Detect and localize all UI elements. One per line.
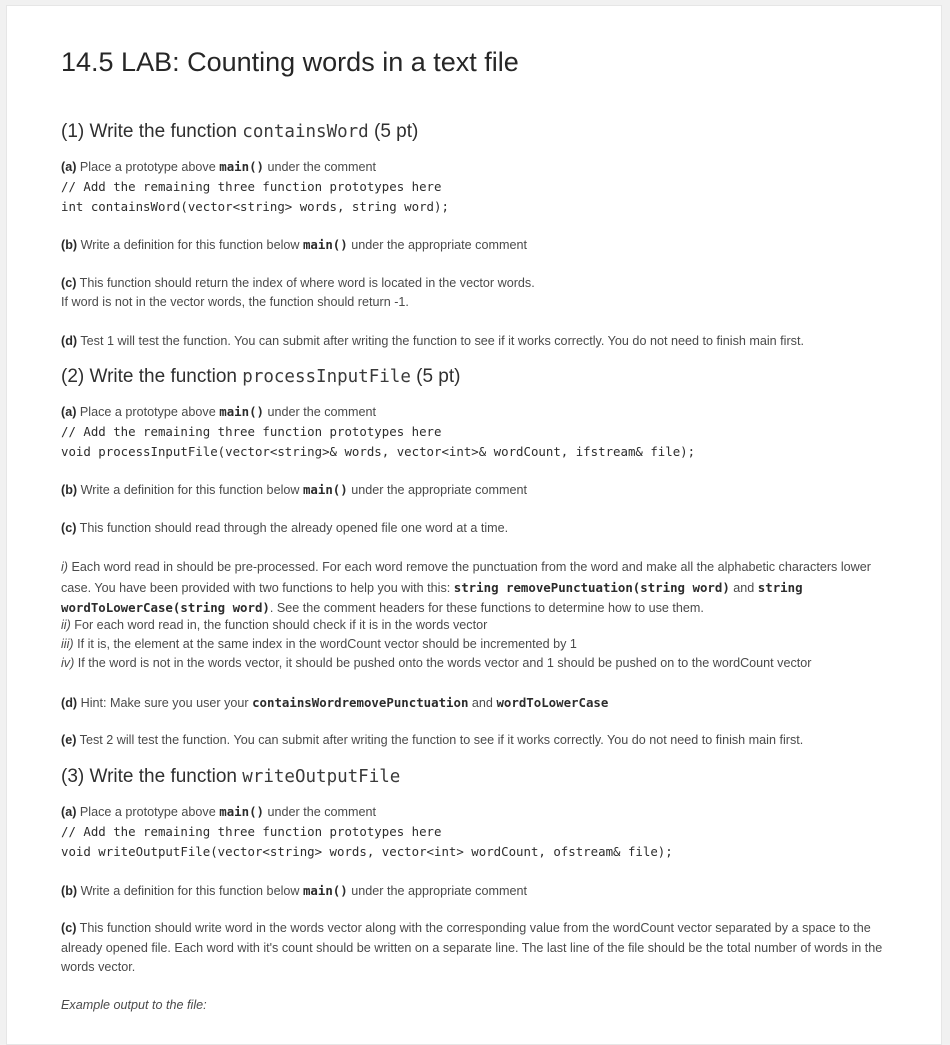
s3-a-code-prototype: void writeOutputFile(vector<string> words, vector<int> wordCount, ofstream& file); (61, 844, 673, 859)
s1-c-text2: If word is not in the vector words, the function should return -1. (61, 295, 409, 309)
s3-b-text: (b) Write a definition for this function below main() under the appropriate comment (61, 883, 527, 898)
s1-a-code-comment: // Add the remaining three function prototypes here (61, 179, 442, 194)
lab-page (6, 5, 942, 1045)
s2-step-iii: iii) If it is, the element at the same index in the wordCount vector should be incremented by 1 (61, 637, 577, 651)
s2-step-ii: ii) For each word read in, the function should check if it is in the words vector (61, 618, 488, 632)
s2-b-text: (b) Write a definition for this function below main() under the appropriate comment (61, 482, 527, 497)
s3-a-code-comment: // Add the remaining three function prototypes here (61, 824, 442, 839)
s3-a-text: (a) Place a prototype above main() under the comment (61, 804, 377, 819)
s2-a-text: (a) Place a prototype above main() under the comment (61, 404, 377, 419)
s3-c-text: (c) This function should write word in the words vector along with the corresponding value from the wordCount vector separated by a space to the already opened file. Each word with it's count should be written on a separate line. The last line of the file should be the total number of words in the words vector. (61, 921, 883, 974)
s1-a-text: (a) Place a prototype above main() under the comment (61, 159, 377, 174)
section-2-heading: (2) Write the function processInputFile (5 pt) (61, 366, 461, 387)
s2-a-code-comment: // Add the remaining three function prototypes here (61, 424, 442, 439)
s1-b-text: (b) Write a definition for this function below main() under the appropriate comment (61, 237, 527, 252)
s2-step-i: i) Each word read in should be pre-processed. For each word remove the punctuation from the word and make all the alphabetic characters lower case. You have been provided with two functions to help you with this: string removePunctuation(string word) and string wordToLowerCase(string word). See the comment headers for these functions to determine how to use them. (61, 560, 871, 615)
s2-c-text: (c) This function should read through the already opened file one word at a time. (61, 521, 509, 535)
s1-c-text: (c) This function should return the index of where word is located in the vector words. (61, 276, 535, 290)
s2-a-code-prototype: void processInputFile(vector<string>& words, vector<int>& wordCount, ifstream& file); (61, 444, 696, 459)
section-3-heading: (3) Write the function writeOutputFile (61, 766, 401, 787)
s2-e-text: (e) Test 2 will test the function. You can submit after writing the function to see if it works correctly. You do not need to finish main first. (61, 733, 804, 747)
s1-a-code-prototype: int containsWord(vector<string> words, string word); (61, 199, 449, 214)
page-title: 14.5 LAB: Counting words in a text file (61, 47, 519, 77)
section-1-heading: (1) Write the function containsWord (5 pt) (61, 121, 419, 142)
s2-step-iv: iv) If the word is not in the words vector, it should be pushed onto the words vector and 1 should be pushed on to the wordCount vector (61, 656, 812, 670)
s2-d-hint: (d) Hint: Make sure you user your containsWordremovePunctuation and wordToLowerCase (61, 695, 609, 710)
s3-example-label: Example output to the file: (61, 998, 207, 1012)
s1-d-text: (d) Test 1 will test the function. You can submit after writing the function to see if it works correctly. You do not need to finish main first. (61, 334, 804, 348)
